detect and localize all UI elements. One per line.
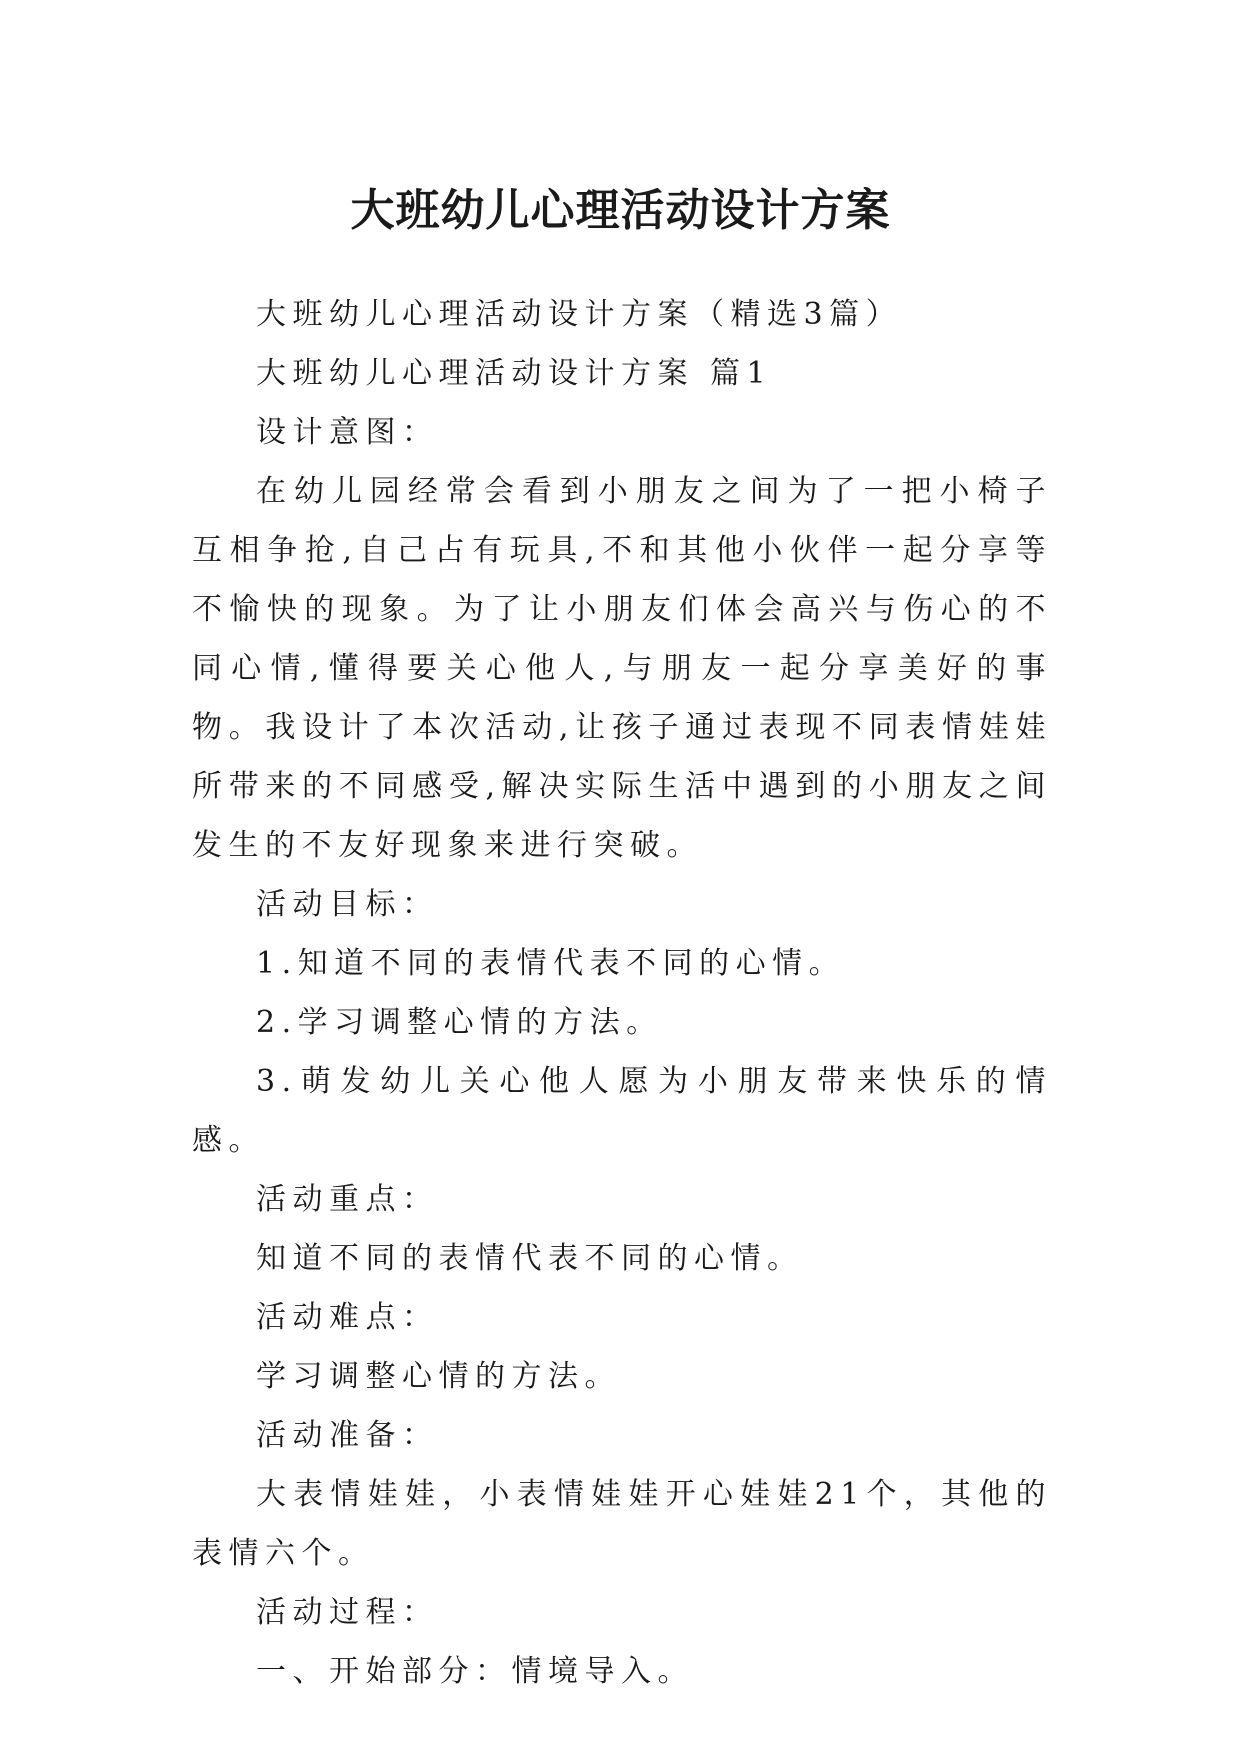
document-title: 大班幼儿心理活动设计方案 xyxy=(350,185,891,237)
paragraph: 大班幼儿心理活动设计方案 篇1 xyxy=(256,356,773,391)
paragraph: 活动重点： xyxy=(256,1182,439,1217)
paragraph: 活动目标： xyxy=(256,887,439,922)
paragraph: 2.学习调整心情的方法。 xyxy=(256,1005,663,1040)
paragraph: 知道不同的表情代表不同的心情。 xyxy=(256,1241,804,1276)
paragraph: 大班幼儿心理活动设计方案（精选3篇） xyxy=(256,297,903,332)
paragraph: 3.萌发幼儿关心他人愿为小朋友带来快乐的情感。 xyxy=(192,1064,1052,1158)
paragraph: 在幼儿园经常会看到小朋友之间为了一把小椅子互相争抢,自己占有玩具,不和其他小伙伴一起分享等不愉快的现象。为了让小朋友们体会高兴与伤心的不同心情,懂得要关心他人,与朋友一起分享美好的事物。我设计了本次活动,让孩子通过表现不同表情娃娃所带来的不同感受,解决实际生活中遇到的小朋友之间发生的不友好现象来进行突破。 xyxy=(192,474,1052,863)
paragraph: 1.知道不同的表情代表不同的心情。 xyxy=(256,946,846,981)
paragraph: 学习调整心情的方法。 xyxy=(256,1359,621,1394)
document-body xyxy=(192,285,1052,1701)
paragraph: 活动过程： xyxy=(256,1595,439,1630)
paragraph: 活动准备： xyxy=(256,1418,439,1453)
paragraph: 一、开始部分：情境导入。 xyxy=(256,1654,694,1689)
paragraph: 活动难点： xyxy=(256,1300,439,1335)
paragraph: 设计意图： xyxy=(256,415,439,450)
paragraph: 大表情娃娃，小表情娃娃开心娃娃21个，其他的表情六个。 xyxy=(192,1477,1052,1571)
